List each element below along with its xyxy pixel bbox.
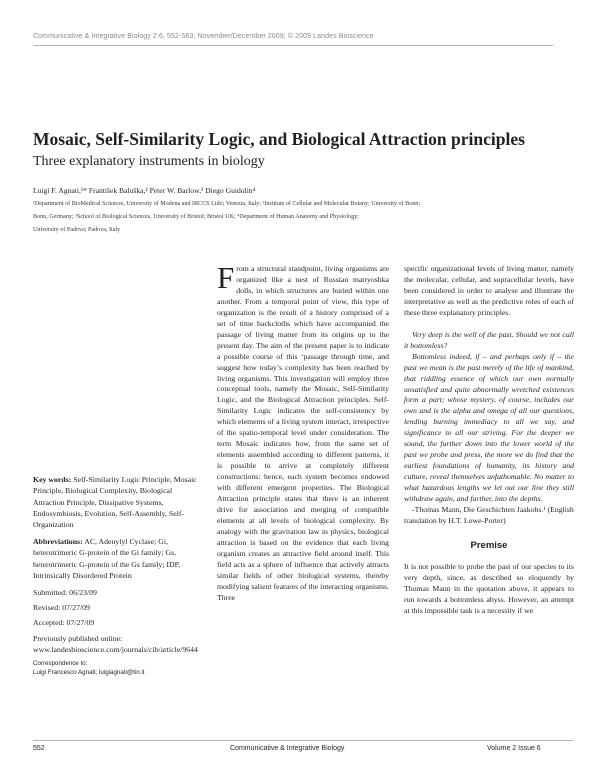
keywords-text: Self-Similarity Logic Principle, Mosaic Principle, Biological Complexity, Biological Attraction Principle, Dissipative Systems, Endosymbiosis, Evolution, Self-Assembly, Self-Organization <box>33 475 197 530</box>
premise-paragraph: It is not possible to probe the past of our species to its very depth, since, as described so eloquently by Thomas Mann in the quotation above, it appears to run towards a bottomless abyss. However, an attempt at this impossible task is a necessity if we <box>404 561 574 615</box>
drop-cap: F <box>217 260 235 295</box>
affiliations <box>33 198 548 236</box>
epigraph-quote-1: Very deep is the well of the past. Should we not call it bottomless? <box>404 329 574 350</box>
page-number: 552 <box>33 745 45 752</box>
article-title: Mosaic, Self-Similarity Logic, and Biological Attraction principles <box>33 129 525 149</box>
correspondence-contact[interactable]: Luigi Francesco Agnati; luigiagnati@tin.it <box>33 669 145 677</box>
header-rule <box>33 45 553 46</box>
affiliation-line: ¹Department of BioMedical Sciences, University of Modena and IRCCS Lido; Venezia, Italy; ²Institute of Cellular and Molecular Botany; University of Bonn; <box>33 201 421 207</box>
keywords-label: Key words: <box>33 475 72 484</box>
footer-rule <box>33 740 573 741</box>
abstract-text: rom a structural standpoint, living organisms are organized like a nest of Russian matryoshka dolls, in which structures are buried within one another. From a temporal point of view, this type of organization is the result of a history comprised of a set of time backcloths which have accompanied the passage of living matter from its origins up to the present day. The aim of the present paper is to indicate a possible course of this ‘passage through time, and suggest how today’s complexity has been reached by living organisms. This investigation will employ three conceptual tools, namely the Mosaic, Self-Similarity Logic, and the Biological Attraction principles. Self-Similarity Logic indicates the self-consistency by which elements of a living system interact, irrespective of the spatio-temporal level under consideration. The term Mosaic indicates how, from the same set of elements assembled according to different patterns, it is possible to arrive at completely different constructions: hence, each system becomes endowed with different emergent properties. The Biological Attraction principle states that there is an inherent drive for association and merging of compatible elements at all levels of biological complexity. By analogy with the gravitation law in physics, biological attraction is based on the evidence that each living organism creates an attractive field around itself. This field acts as a sphere of influence that actively attracts similar fields of other biological systems, thereby modifying salient features of the interacting organisms. Three <box>217 264 389 602</box>
correspondence-label: Correspondence to: <box>33 660 88 668</box>
abbreviations-text: AC, Adenylyl Cyclase; Gi, heterotrimeric G-protein of the Gi family; Gs, heterotrimeric G-protein of the Gs family; IDP, Intrinsically Disordered Protein <box>33 536 181 580</box>
submitted-date: Submitted: 06/23/09 <box>33 587 97 597</box>
abbreviations <box>33 536 203 581</box>
footer-journal: Communicative & Integrative Biology <box>230 745 345 752</box>
epigraph-attribution: -Thomas Mann, Die Geschichten Jaakobs.¹ (English translation by H.T. Lowe-Porter) <box>404 505 574 525</box>
accepted-date: Accepted: 07/27/09 <box>33 618 95 628</box>
keywords <box>33 474 203 530</box>
affiliation-line: University of Padova; Padova, Italy <box>33 226 121 233</box>
author-list: Luigi F. Agnati,¹* František Baluška,² Peter W. Barlow,³ Diego Guidolin⁴ <box>33 186 256 195</box>
abstract-paragraph <box>217 260 389 604</box>
article-subtitle: Three explanatory instruments in biology <box>33 154 265 169</box>
footer-issue: Volume 2 Issue 6 <box>487 745 541 752</box>
revised-date: Revised: 07/27/09 <box>33 602 90 612</box>
abstract-column <box>217 260 389 604</box>
running-head: Communicative & Integrative Biology 2:6, 552-563; November/December 2009; © 2009 Landes Bioscience <box>33 33 374 40</box>
publication-link[interactable]: Previously published online: www.landesbioscience.com/journals/cib/article/9644 <box>33 633 198 654</box>
abstract-continuation: specific organizational levels of living matter, namely the molecular, cellular, and supracellular levels, have been considered in order to analyse and illustrate the interpretative as well as the predictive roles of each of these three explanatory principles. <box>404 264 574 317</box>
affiliation-line: Bonn, Germany; ³School of Biological Sciences, University of Bristol; Bristol UK; ⁴Department of Human Anatomy and Physiology; <box>33 213 359 220</box>
abbreviations-label: Abbreviations: <box>33 536 83 546</box>
epigraph-quote-2: Bottomless indeed, if – and perhaps only if – the past we mean is the past merely of the life of mankind, that riddling essence of which our own normally unsatisfied and quite abnormally wretched existences form a part; whose mystery, of course, includes our own and is the alpha and omega of all our questions, lending burning immediacy to all we say, and significance to all our striving. For the deeper we sound, the further down into the lower world of the past we probe and press, the more we do find that the earliest foundations of humanity, its history and culture, reveal themselves unfathomable. No matter to what hazardous lengths we let out our line they still withdraw again, and further, into the depths. <box>404 351 574 504</box>
right-column <box>404 264 574 617</box>
article-sidebar <box>33 474 203 683</box>
section-heading-premise: Premise <box>470 539 508 551</box>
